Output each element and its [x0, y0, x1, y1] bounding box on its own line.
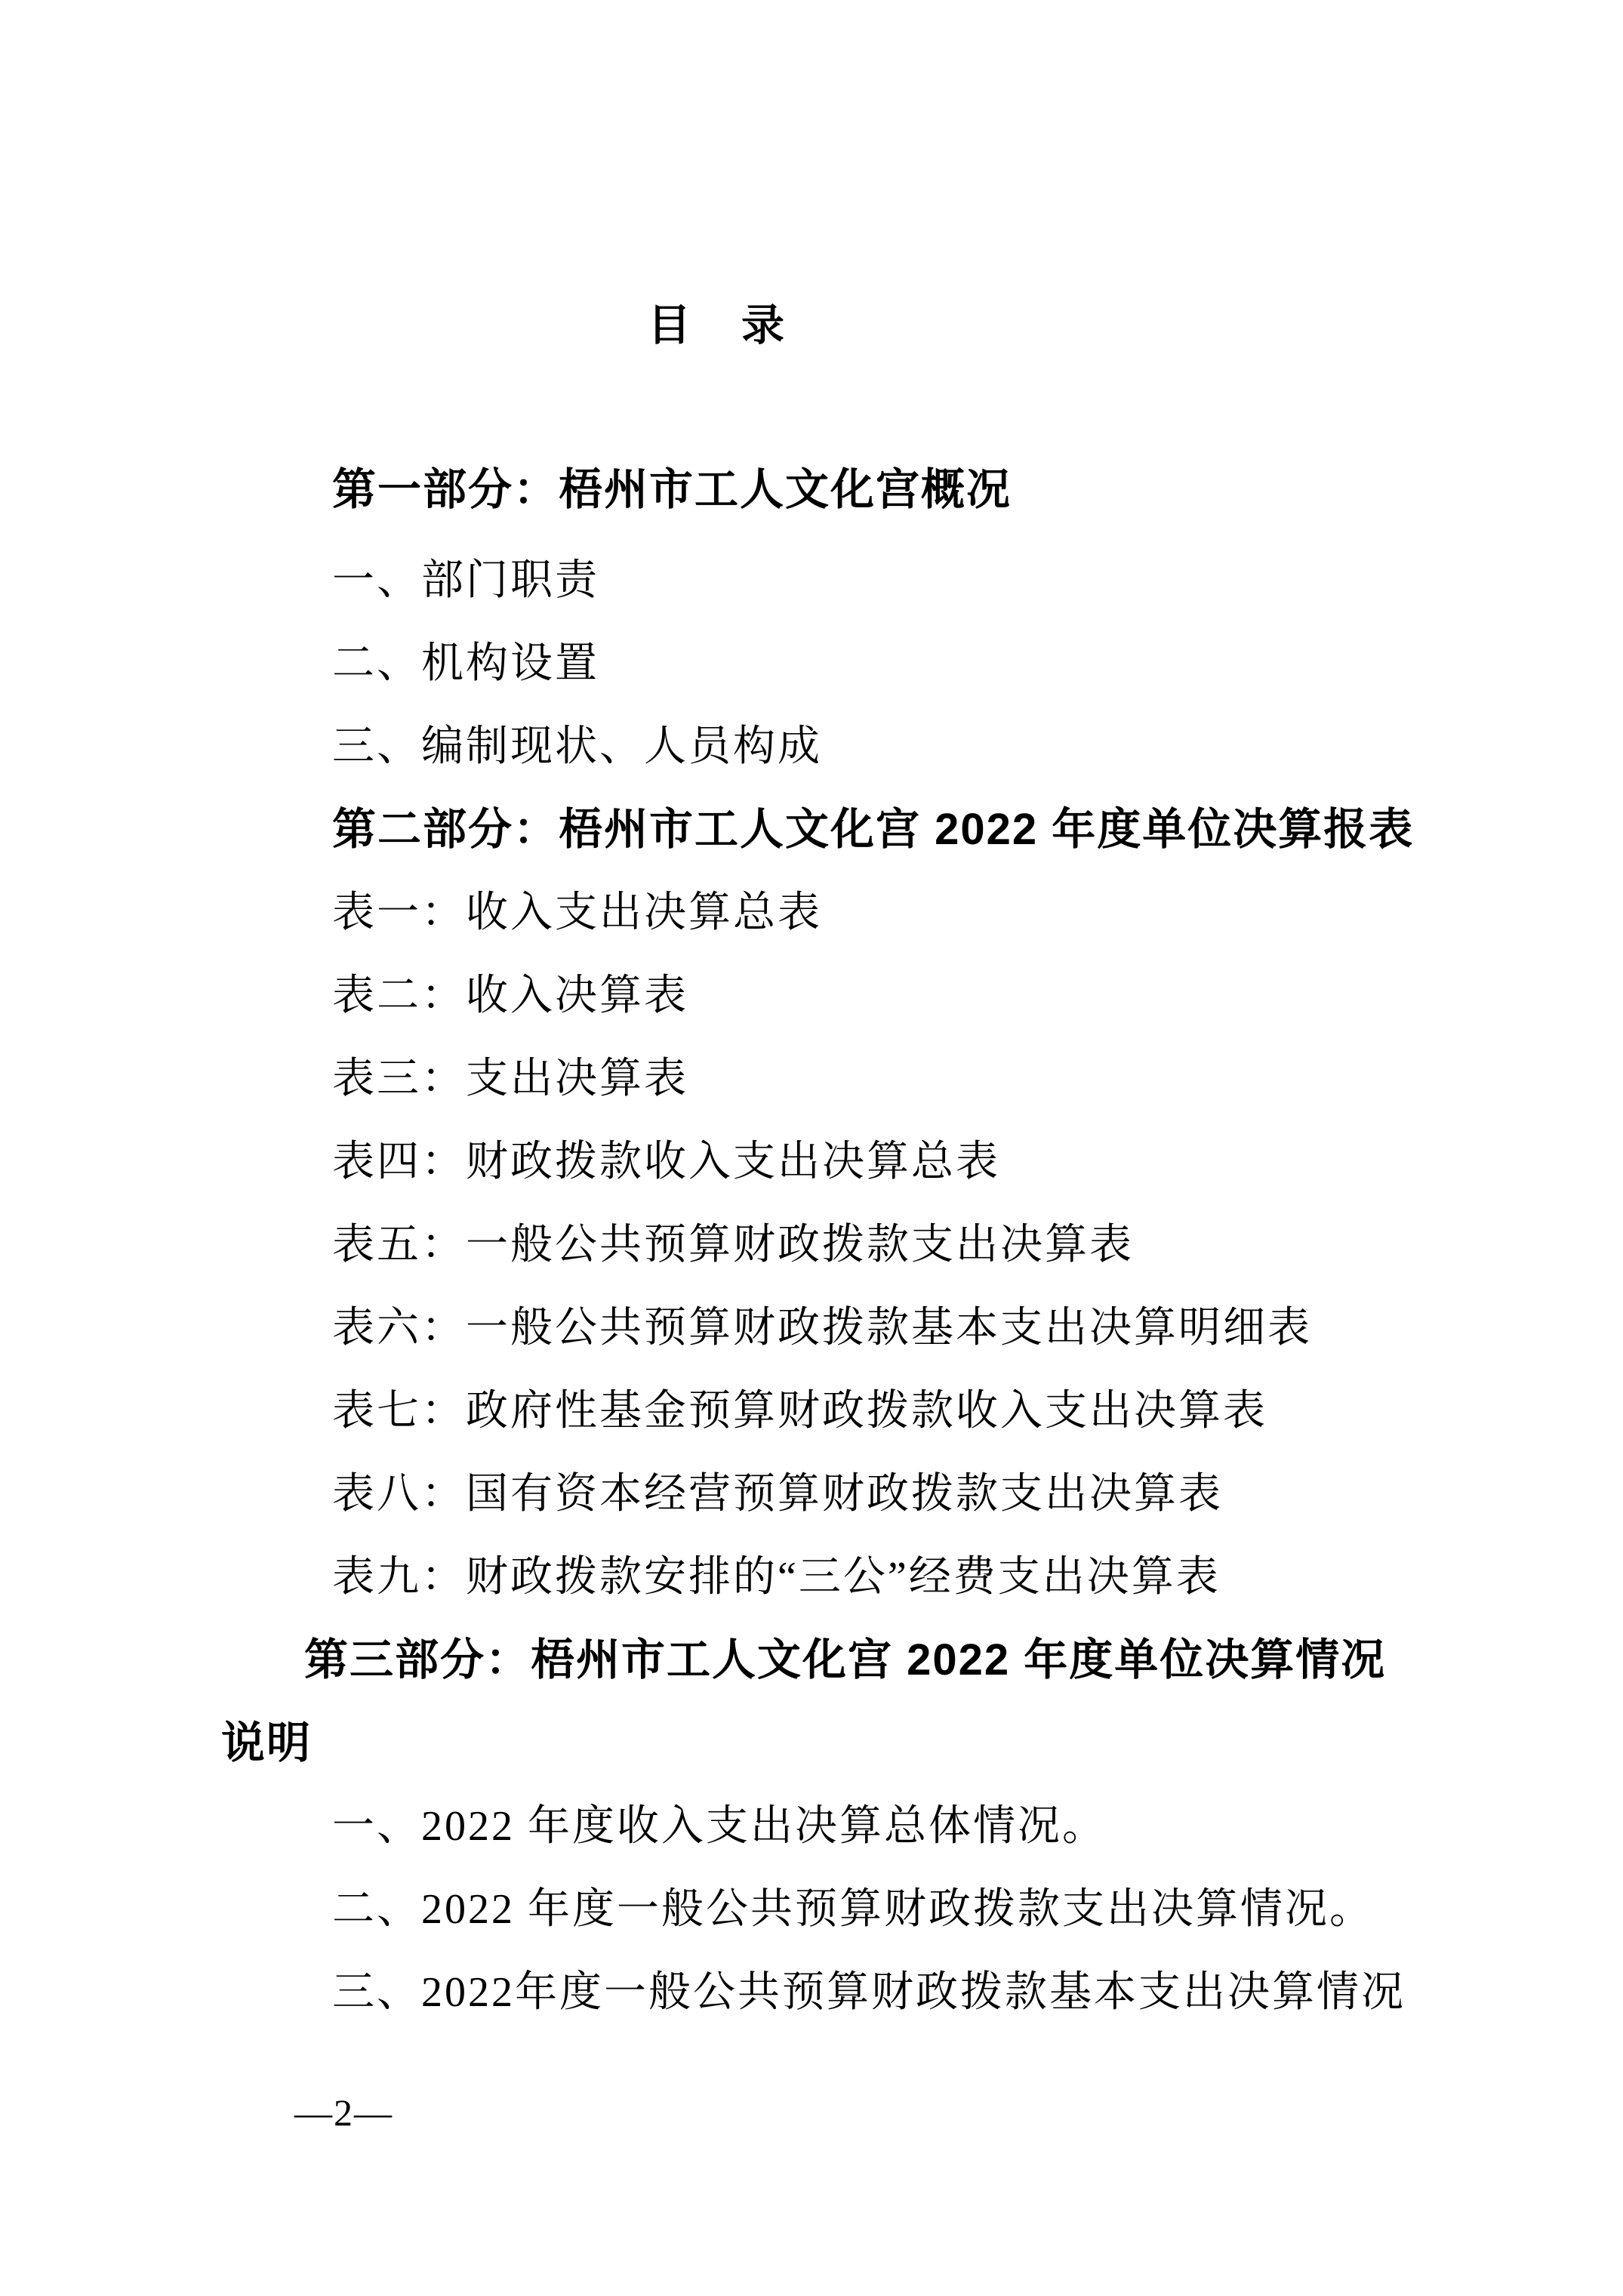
toc-part2-item-5: 表五：一般公共预算财政拨款支出决算表 [332, 1222, 1134, 1268]
toc-part3-item-1: 一、2022 年度收入支出决算总体情况。 [332, 1803, 1107, 1850]
toc-part2-item-3: 表三：支出决算表 [332, 1056, 688, 1102]
toc-part1-item-2: 二、机构设置 [332, 640, 599, 687]
toc-part3-item-2: 二、2022 年度一般公共预算财政拨款支出决算情况。 [332, 1886, 1374, 1933]
toc-part2-item-2: 表二：收入决算表 [332, 972, 688, 1019]
toc-part2-heading: 第二部分：梧州市工人文化宫 2022 年度单位决算报表 [332, 805, 1415, 854]
toc-part2-item-7: 表七：政府性基金预算财政拨款收入支出决算表 [332, 1388, 1267, 1435]
toc-part1-heading: 第一部分：梧州市工人文化宫概况 [332, 465, 1012, 514]
toc-part1-item-3: 三、编制现状、人员构成 [332, 723, 822, 770]
toc-part3-heading-line2: 说明 [221, 1718, 313, 1767]
toc-part2-item-4: 表四：财政拨款收入支出决算总表 [332, 1139, 1000, 1185]
toc-part2-item-6: 表六：一般公共预算财政拨款基本支出决算明细表 [332, 1305, 1312, 1351]
page-title: 目 录 [648, 301, 788, 350]
toc-part3-heading-line1: 第三部分：梧州市工人文化宫 2022 年度单位决算情况 [304, 1635, 1387, 1684]
table-of-contents [0, 448, 1623, 2034]
toc-part2-item-8: 表八：国有资本经营预算财政拨款支出决算表 [332, 1471, 1223, 1518]
toc-part3-item-3: 三、2022年度一般公共预算财政拨款基本支出决算情况 [332, 1969, 1406, 2016]
toc-part2-item-9: 表九：财政拨款安排的“三公”经费支出决算表 [332, 1554, 1221, 1601]
toc-part1-item-1: 一、部门职责 [332, 557, 599, 604]
toc-part2-item-1: 表一：收入支出决算总表 [332, 889, 822, 936]
page-number: —2— [294, 2091, 393, 2134]
